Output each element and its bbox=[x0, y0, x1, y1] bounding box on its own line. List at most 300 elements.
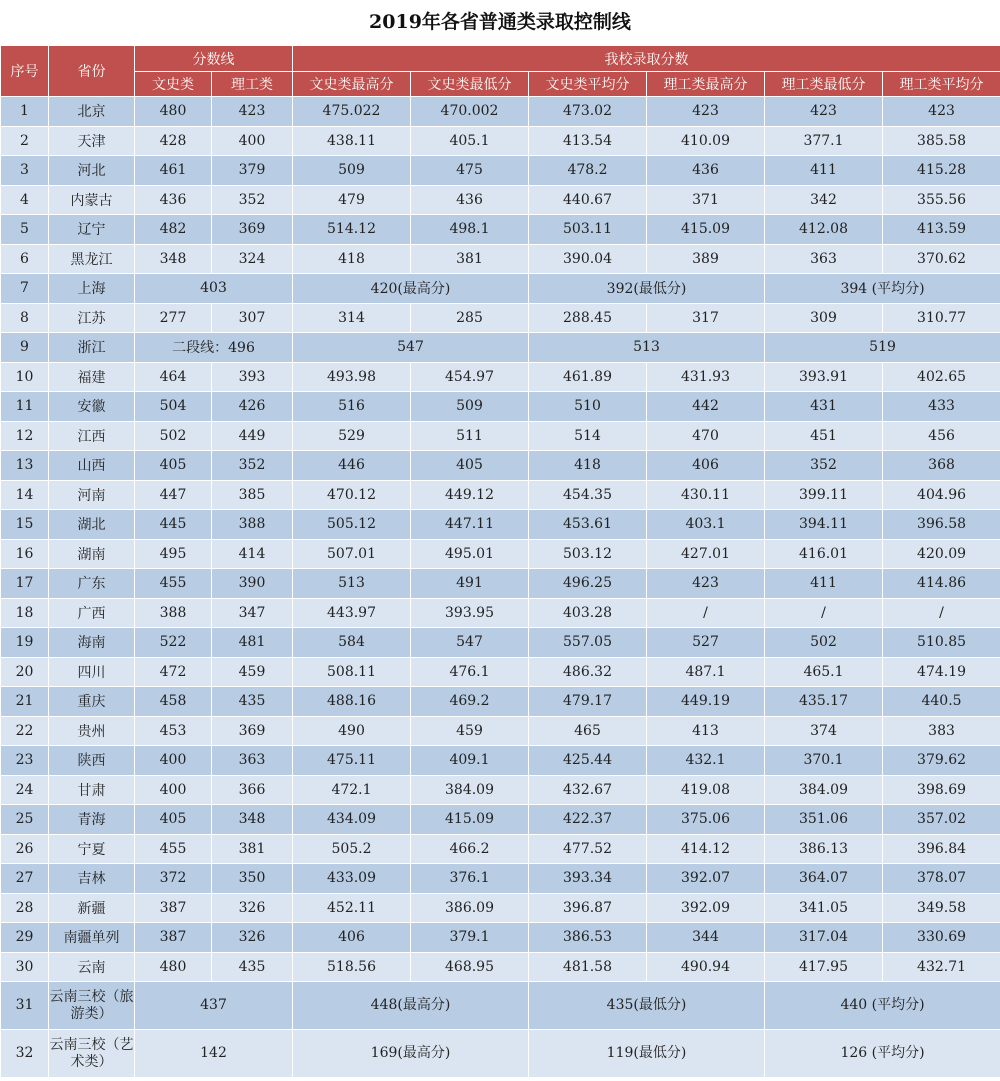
table-cell: 443.97 bbox=[293, 598, 411, 628]
table-cell: 507.01 bbox=[293, 539, 411, 569]
table-row bbox=[1, 362, 1000, 392]
table-cell: 393.95 bbox=[411, 598, 529, 628]
table-cell: 423 bbox=[212, 97, 293, 127]
table-row bbox=[1, 333, 1000, 363]
table-cell: 519 bbox=[765, 333, 1000, 363]
table-cell: 387 bbox=[135, 923, 212, 953]
table-cell: 390.04 bbox=[529, 244, 647, 274]
header-score-line: 分数线 bbox=[135, 46, 293, 72]
table-cell: 3 bbox=[1, 156, 49, 186]
table-cell: 386.09 bbox=[411, 893, 529, 923]
table-cell: 青海 bbox=[49, 805, 135, 835]
table-cell: 547 bbox=[411, 628, 529, 658]
table-cell: 344 bbox=[647, 923, 765, 953]
table-cell: 广西 bbox=[49, 598, 135, 628]
table-cell: 126 (平均分) bbox=[765, 1030, 1000, 1078]
table-cell: 475 bbox=[411, 156, 529, 186]
table-cell: 405 bbox=[411, 451, 529, 481]
table-cell: 498.1 bbox=[411, 215, 529, 245]
table-cell: 440.67 bbox=[529, 185, 647, 215]
table-cell: 9 bbox=[1, 333, 49, 363]
table-cell: 451 bbox=[765, 421, 883, 451]
table-cell: / bbox=[883, 598, 1000, 628]
table-cell: 甘肃 bbox=[49, 775, 135, 805]
table-row bbox=[1, 746, 1000, 776]
table-cell: 330.69 bbox=[883, 923, 1000, 953]
table-cell: 461 bbox=[135, 156, 212, 186]
table-cell: 505.12 bbox=[293, 510, 411, 540]
table-cell: 吉林 bbox=[49, 864, 135, 894]
table-cell: 364.07 bbox=[765, 864, 883, 894]
table-cell: 522 bbox=[135, 628, 212, 658]
table-cell: 420(最高分) bbox=[293, 274, 529, 304]
table-cell: 411 bbox=[765, 569, 883, 599]
table-cell: 455 bbox=[135, 834, 212, 864]
table-cell: 317 bbox=[647, 303, 765, 333]
table-cell: 4 bbox=[1, 185, 49, 215]
table-cell: 436 bbox=[647, 156, 765, 186]
table-cell: 409.1 bbox=[411, 746, 529, 776]
table-cell: 394.11 bbox=[765, 510, 883, 540]
table-cell: 341.05 bbox=[765, 893, 883, 923]
table-cell: 414 bbox=[212, 539, 293, 569]
table-cell: 342 bbox=[765, 185, 883, 215]
table-cell: 314 bbox=[293, 303, 411, 333]
table-cell: 432.67 bbox=[529, 775, 647, 805]
table-row bbox=[1, 126, 1000, 156]
table-cell: 412.08 bbox=[765, 215, 883, 245]
table-cell: 505.2 bbox=[293, 834, 411, 864]
table-cell: / bbox=[647, 598, 765, 628]
table-cell: 436 bbox=[411, 185, 529, 215]
table-cell: 387 bbox=[135, 893, 212, 923]
table-cell: 重庆 bbox=[49, 687, 135, 717]
table-cell: 435 bbox=[212, 952, 293, 982]
table-cell: 425.44 bbox=[529, 746, 647, 776]
table-cell: 396.58 bbox=[883, 510, 1000, 540]
header-seq: 序号 bbox=[1, 46, 49, 97]
table-cell: 27 bbox=[1, 864, 49, 894]
table-row bbox=[1, 480, 1000, 510]
table-cell: 422.37 bbox=[529, 805, 647, 835]
table-cell: 23 bbox=[1, 746, 49, 776]
table-row bbox=[1, 303, 1000, 333]
table-cell: 495 bbox=[135, 539, 212, 569]
table-cell: 447.11 bbox=[411, 510, 529, 540]
table-cell: 10 bbox=[1, 362, 49, 392]
table-cell: 440.5 bbox=[883, 687, 1000, 717]
table-cell: 454.97 bbox=[411, 362, 529, 392]
table-cell: 432.71 bbox=[883, 952, 1000, 982]
table-cell: 514.12 bbox=[293, 215, 411, 245]
table-cell: 455 bbox=[135, 569, 212, 599]
table-cell: 386.53 bbox=[529, 923, 647, 953]
table-cell: 423 bbox=[647, 569, 765, 599]
table-row bbox=[1, 392, 1000, 422]
table-cell: 369 bbox=[212, 215, 293, 245]
table-cell: 475.022 bbox=[293, 97, 411, 127]
table-cell: 474.19 bbox=[883, 657, 1000, 687]
table-cell: 29 bbox=[1, 923, 49, 953]
table-cell: 379 bbox=[212, 156, 293, 186]
table-cell: 江苏 bbox=[49, 303, 135, 333]
table-cell: 557.05 bbox=[529, 628, 647, 658]
table-cell: 309 bbox=[765, 303, 883, 333]
table-cell: 云南三校（旅游类） bbox=[49, 982, 135, 1030]
table-row bbox=[1, 628, 1000, 658]
table-cell: 317.04 bbox=[765, 923, 883, 953]
table-cell: 16 bbox=[1, 539, 49, 569]
table-cell: 459 bbox=[411, 716, 529, 746]
table-cell: 393.34 bbox=[529, 864, 647, 894]
table-cell: 403 bbox=[135, 274, 293, 304]
table-cell: 480 bbox=[135, 97, 212, 127]
table-cell: 384.09 bbox=[411, 775, 529, 805]
table-cell: 324 bbox=[212, 244, 293, 274]
table-cell: 内蒙古 bbox=[49, 185, 135, 215]
table-cell: 410.09 bbox=[647, 126, 765, 156]
table-cell: 348 bbox=[135, 244, 212, 274]
table-cell: 浙江 bbox=[49, 333, 135, 363]
table-cell: 119(最低分) bbox=[529, 1030, 765, 1078]
table-cell: 384.09 bbox=[765, 775, 883, 805]
table-cell: 399.11 bbox=[765, 480, 883, 510]
table-cell: 428 bbox=[135, 126, 212, 156]
header-sub: 理工类平均分 bbox=[883, 72, 1000, 97]
table-cell: 413.54 bbox=[529, 126, 647, 156]
table-cell: 285 bbox=[411, 303, 529, 333]
table-cell: 375.06 bbox=[647, 805, 765, 835]
table-cell: 426 bbox=[212, 392, 293, 422]
table-cell: 453.61 bbox=[529, 510, 647, 540]
table-cell: 1 bbox=[1, 97, 49, 127]
table-cell: 30 bbox=[1, 952, 49, 982]
table-cell: 14 bbox=[1, 480, 49, 510]
table-cell: 475.11 bbox=[293, 746, 411, 776]
table-cell: 379.1 bbox=[411, 923, 529, 953]
table-cell: 419.08 bbox=[647, 775, 765, 805]
table-row bbox=[1, 864, 1000, 894]
table-cell: 447 bbox=[135, 480, 212, 510]
table-cell: 529 bbox=[293, 421, 411, 451]
table-cell: 366 bbox=[212, 775, 293, 805]
table-cell: 487.1 bbox=[647, 657, 765, 687]
table-cell: 465 bbox=[529, 716, 647, 746]
table-cell: 452.11 bbox=[293, 893, 411, 923]
table-cell: 379.62 bbox=[883, 746, 1000, 776]
table-cell: 461.89 bbox=[529, 362, 647, 392]
table-cell: 377.1 bbox=[765, 126, 883, 156]
header-sub: 理工类 bbox=[212, 72, 293, 97]
table-cell: 414.12 bbox=[647, 834, 765, 864]
table-row bbox=[1, 893, 1000, 923]
table-cell: 433.09 bbox=[293, 864, 411, 894]
table-cell: 434.09 bbox=[293, 805, 411, 835]
table-cell: 490.94 bbox=[647, 952, 765, 982]
table-row bbox=[1, 805, 1000, 835]
table-cell: 海南 bbox=[49, 628, 135, 658]
table-cell: 440 (平均分) bbox=[765, 982, 1000, 1030]
table-cell: 438.11 bbox=[293, 126, 411, 156]
table-cell: 454.35 bbox=[529, 480, 647, 510]
table-row bbox=[1, 1030, 1000, 1078]
table-cell: 383 bbox=[883, 716, 1000, 746]
header-sub: 文史类平均分 bbox=[529, 72, 647, 97]
table-cell: 482 bbox=[135, 215, 212, 245]
table-cell: 376.1 bbox=[411, 864, 529, 894]
table-cell: 142 bbox=[135, 1030, 293, 1078]
table-cell: 509 bbox=[411, 392, 529, 422]
table-cell: 510.85 bbox=[883, 628, 1000, 658]
table-cell: 435 bbox=[212, 687, 293, 717]
header-admission-scores: 我校录取分数 bbox=[293, 46, 1000, 72]
table-cell: 442 bbox=[647, 392, 765, 422]
table-cell: 347 bbox=[212, 598, 293, 628]
table-cell: 400 bbox=[135, 775, 212, 805]
table-cell: 477.52 bbox=[529, 834, 647, 864]
table-cell: 388 bbox=[135, 598, 212, 628]
table-body bbox=[1, 97, 1000, 1078]
table-row bbox=[1, 598, 1000, 628]
table-cell: 18 bbox=[1, 598, 49, 628]
page-title: 2019年各省普通类录取控制线 bbox=[369, 11, 631, 33]
table-cell: 406 bbox=[647, 451, 765, 481]
table-cell: 368 bbox=[883, 451, 1000, 481]
table-cell: 472.1 bbox=[293, 775, 411, 805]
table-cell: / bbox=[765, 598, 883, 628]
table-cell: 24 bbox=[1, 775, 49, 805]
table-cell: 479 bbox=[293, 185, 411, 215]
table-cell: 470 bbox=[647, 421, 765, 451]
table-cell: 22 bbox=[1, 716, 49, 746]
table-cell: 江西 bbox=[49, 421, 135, 451]
table-cell: 11 bbox=[1, 392, 49, 422]
table-cell: 二段线：496 bbox=[135, 333, 293, 363]
table-cell: 435(最低分) bbox=[529, 982, 765, 1030]
table-cell: 381 bbox=[212, 834, 293, 864]
table-cell: 456 bbox=[883, 421, 1000, 451]
table-cell: 21 bbox=[1, 687, 49, 717]
table-cell: 392.07 bbox=[647, 864, 765, 894]
table-cell: 511 bbox=[411, 421, 529, 451]
table-cell: 392.09 bbox=[647, 893, 765, 923]
table-cell: 2 bbox=[1, 126, 49, 156]
table-cell: 黑龙江 bbox=[49, 244, 135, 274]
table-cell: 488.16 bbox=[293, 687, 411, 717]
table-cell: 431 bbox=[765, 392, 883, 422]
table-cell: 8 bbox=[1, 303, 49, 333]
table-cell: 393 bbox=[212, 362, 293, 392]
table-cell: 469.2 bbox=[411, 687, 529, 717]
table-cell: 南疆单列 bbox=[49, 923, 135, 953]
table-cell: 28 bbox=[1, 893, 49, 923]
table-cell: 辽宁 bbox=[49, 215, 135, 245]
table-cell: 403.1 bbox=[647, 510, 765, 540]
table-cell: 云南三校（艺术类） bbox=[49, 1030, 135, 1078]
table-cell: 405 bbox=[135, 451, 212, 481]
table-cell: 四川 bbox=[49, 657, 135, 687]
table-cell: 448(最高分) bbox=[293, 982, 529, 1030]
table-cell: 31 bbox=[1, 982, 49, 1030]
table-cell: 云南 bbox=[49, 952, 135, 982]
table-row bbox=[1, 274, 1000, 304]
table-cell: 安徽 bbox=[49, 392, 135, 422]
table-cell: 349.58 bbox=[883, 893, 1000, 923]
table-cell: 20 bbox=[1, 657, 49, 687]
table-row bbox=[1, 982, 1000, 1030]
table-cell: 广东 bbox=[49, 569, 135, 599]
table-cell: 32 bbox=[1, 1030, 49, 1078]
table-cell: 307 bbox=[212, 303, 293, 333]
table-cell: 504 bbox=[135, 392, 212, 422]
table-cell: 372 bbox=[135, 864, 212, 894]
table-cell: 518.56 bbox=[293, 952, 411, 982]
table-cell: 415.09 bbox=[647, 215, 765, 245]
table-cell: 446 bbox=[293, 451, 411, 481]
table-row bbox=[1, 421, 1000, 451]
table-cell: 贵州 bbox=[49, 716, 135, 746]
table-cell: 464 bbox=[135, 362, 212, 392]
table-cell: 381 bbox=[411, 244, 529, 274]
table-cell: 416.01 bbox=[765, 539, 883, 569]
table-cell: 423 bbox=[647, 97, 765, 127]
table-cell: 370.1 bbox=[765, 746, 883, 776]
table-cell: 363 bbox=[765, 244, 883, 274]
table-cell: 386.13 bbox=[765, 834, 883, 864]
table-cell: 527 bbox=[647, 628, 765, 658]
table-cell: 陕西 bbox=[49, 746, 135, 776]
table-cell: 513 bbox=[529, 333, 765, 363]
table-row bbox=[1, 834, 1000, 864]
table-row bbox=[1, 215, 1000, 245]
table-row bbox=[1, 510, 1000, 540]
table-cell: 352 bbox=[212, 185, 293, 215]
table-cell: 378.07 bbox=[883, 864, 1000, 894]
table-cell: 371 bbox=[647, 185, 765, 215]
table-row bbox=[1, 952, 1000, 982]
table-cell: 350 bbox=[212, 864, 293, 894]
table-cell: 405.1 bbox=[411, 126, 529, 156]
table-cell: 388 bbox=[212, 510, 293, 540]
table-cell: 389 bbox=[647, 244, 765, 274]
table-cell: 400 bbox=[135, 746, 212, 776]
table-cell: 430.11 bbox=[647, 480, 765, 510]
header-sub: 文史类最低分 bbox=[411, 72, 529, 97]
table-cell: 398.69 bbox=[883, 775, 1000, 805]
table-cell: 湖南 bbox=[49, 539, 135, 569]
table-cell: 509 bbox=[293, 156, 411, 186]
table-cell: 453 bbox=[135, 716, 212, 746]
table-cell: 418 bbox=[529, 451, 647, 481]
table-row bbox=[1, 657, 1000, 687]
table-cell: 490 bbox=[293, 716, 411, 746]
header-sub: 文史类最高分 bbox=[293, 72, 411, 97]
table-cell: 392(最低分) bbox=[529, 274, 765, 304]
header-province: 省份 bbox=[49, 46, 135, 97]
table-cell: 466.2 bbox=[411, 834, 529, 864]
table-cell: 15 bbox=[1, 510, 49, 540]
table-cell: 481 bbox=[212, 628, 293, 658]
table-cell: 584 bbox=[293, 628, 411, 658]
header-sub: 文史类 bbox=[135, 72, 212, 97]
table-cell: 547 bbox=[293, 333, 529, 363]
table-cell: 363 bbox=[212, 746, 293, 776]
table-cell: 476.1 bbox=[411, 657, 529, 687]
table-cell: 351.06 bbox=[765, 805, 883, 835]
table-cell: 508.11 bbox=[293, 657, 411, 687]
table-cell: 17 bbox=[1, 569, 49, 599]
table-cell: 湖北 bbox=[49, 510, 135, 540]
table-cell: 468.95 bbox=[411, 952, 529, 982]
table-cell: 406 bbox=[293, 923, 411, 953]
table-row bbox=[1, 185, 1000, 215]
table-cell: 6 bbox=[1, 244, 49, 274]
table-cell: 427.01 bbox=[647, 539, 765, 569]
table-cell: 390 bbox=[212, 569, 293, 599]
table-cell: 496.25 bbox=[529, 569, 647, 599]
header-sub: 理工类最高分 bbox=[647, 72, 765, 97]
table-row bbox=[1, 716, 1000, 746]
table-cell: 417.95 bbox=[765, 952, 883, 982]
table-cell: 449.12 bbox=[411, 480, 529, 510]
table-row bbox=[1, 539, 1000, 569]
table-cell: 河南 bbox=[49, 480, 135, 510]
table-cell: 福建 bbox=[49, 362, 135, 392]
table-cell: 415.09 bbox=[411, 805, 529, 835]
table-row bbox=[1, 97, 1000, 127]
table-cell: 385.58 bbox=[883, 126, 1000, 156]
table-cell: 357.02 bbox=[883, 805, 1000, 835]
table-cell: 493.98 bbox=[293, 362, 411, 392]
table-cell: 403.28 bbox=[529, 598, 647, 628]
table-cell: 13 bbox=[1, 451, 49, 481]
table-cell: 486.32 bbox=[529, 657, 647, 687]
table-cell: 326 bbox=[212, 893, 293, 923]
table-cell: 459 bbox=[212, 657, 293, 687]
table-cell: 411 bbox=[765, 156, 883, 186]
table-cell: 436 bbox=[135, 185, 212, 215]
table-cell: 413 bbox=[647, 716, 765, 746]
table-cell: 宁夏 bbox=[49, 834, 135, 864]
table-row bbox=[1, 569, 1000, 599]
table-cell: 396.87 bbox=[529, 893, 647, 923]
table-cell: 465.1 bbox=[765, 657, 883, 687]
table-cell: 432.1 bbox=[647, 746, 765, 776]
table-cell: 277 bbox=[135, 303, 212, 333]
table-cell: 25 bbox=[1, 805, 49, 835]
table-cell: 上海 bbox=[49, 274, 135, 304]
table-cell: 352 bbox=[212, 451, 293, 481]
table-cell: 449.19 bbox=[647, 687, 765, 717]
table-cell: 新疆 bbox=[49, 893, 135, 923]
table-cell: 348 bbox=[212, 805, 293, 835]
table-cell: 470.12 bbox=[293, 480, 411, 510]
table-cell: 433 bbox=[883, 392, 1000, 422]
table-cell: 385 bbox=[212, 480, 293, 510]
table-cell: 369 bbox=[212, 716, 293, 746]
table-cell: 405 bbox=[135, 805, 212, 835]
table-cell: 404.96 bbox=[883, 480, 1000, 510]
table-cell: 413.59 bbox=[883, 215, 1000, 245]
table-cell: 12 bbox=[1, 421, 49, 451]
table-cell: 423 bbox=[765, 97, 883, 127]
table-row bbox=[1, 156, 1000, 186]
table-cell: 400 bbox=[212, 126, 293, 156]
table-cell: 天津 bbox=[49, 126, 135, 156]
admission-table bbox=[0, 45, 1000, 1078]
table-cell: 503.12 bbox=[529, 539, 647, 569]
table-cell: 510 bbox=[529, 392, 647, 422]
